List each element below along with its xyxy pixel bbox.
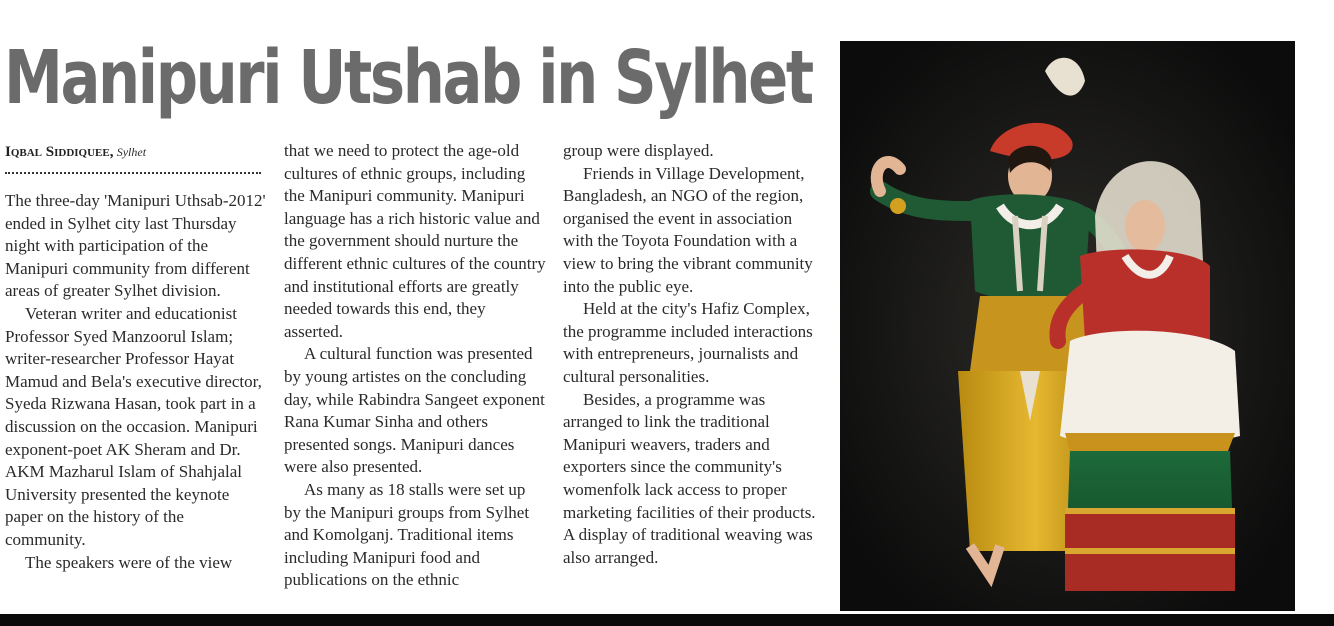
- dancers-illustration: [840, 41, 1295, 611]
- bottom-border: [0, 614, 1334, 626]
- paragraph: The three-day 'Manipuri Uthsab-2012' ended in Sylhet city last Thursday night with participation of the Manipuri community from different areas of greater Sylhet division.: [5, 191, 266, 301]
- byline: [5, 142, 261, 174]
- paragraph: that we need to protect the age-old cultures of ethnic groups, including the Manipuri community. Manipuri language has a rich historic value and the government should nurture the different ethnic cultures of the country and institutional efforts are greatly needed towards this end, they asserted.: [284, 141, 546, 341]
- byline-location: Sylhet: [116, 145, 147, 159]
- paragraph: Besides, a programme was arranged to link the traditional Manipuri weavers, traders and exporters since the community's womenfolk lack access to proper marketing facilities of their products. A display of traditional weaving was also arranged.: [563, 389, 816, 567]
- article-column-2: [284, 140, 546, 614]
- manipuri-dancers-photo: [840, 41, 1295, 611]
- article-column-3: [563, 140, 825, 614]
- paragraph: Friends in Village Development, Bangladesh, an NGO of the region, organised the event in association with the Toyota Foundation with a view to bring the vibrant community into the public eye.: [563, 163, 813, 296]
- headline: Manipuri Utshab in Sylhet: [4, 35, 812, 121]
- paragraph: The speakers were of the view: [25, 552, 233, 572]
- byline-author: Iqbal Siddiquee,: [5, 144, 114, 160]
- article-column-1: [5, 190, 267, 614]
- paragraph: As many as 18 stalls were set up by the Manipuri groups from Sylhet and Komolganj. Traditional items including Manipuri food and publications on the ethnic: [284, 479, 530, 590]
- paragraph: Held at the city's Hafiz Complex, the programme included interactions with entrepreneurs, journalists and cultural personalities.: [563, 299, 813, 386]
- paragraph: Veteran writer and educationist Professor Syed Manzoorul Islam; writer-researcher Professor Hayat Mamud and Bela's executive director, Syeda Rizwana Hasan, took part in a discussion on the occasion. Manipuri exponent-poet AK Sheram and Dr. AKM Mazharul Islam of Shahjalal University presented the keynote paper on the history of the community.: [5, 303, 262, 549]
- paragraph: group were displayed.: [563, 141, 714, 160]
- paragraph: A cultural function was presented by young artistes on the concluding day, while Rabindra Sangeet exponent Rana Kumar Sinha and others presented songs. Manipuri dances were also presented.: [284, 344, 545, 477]
